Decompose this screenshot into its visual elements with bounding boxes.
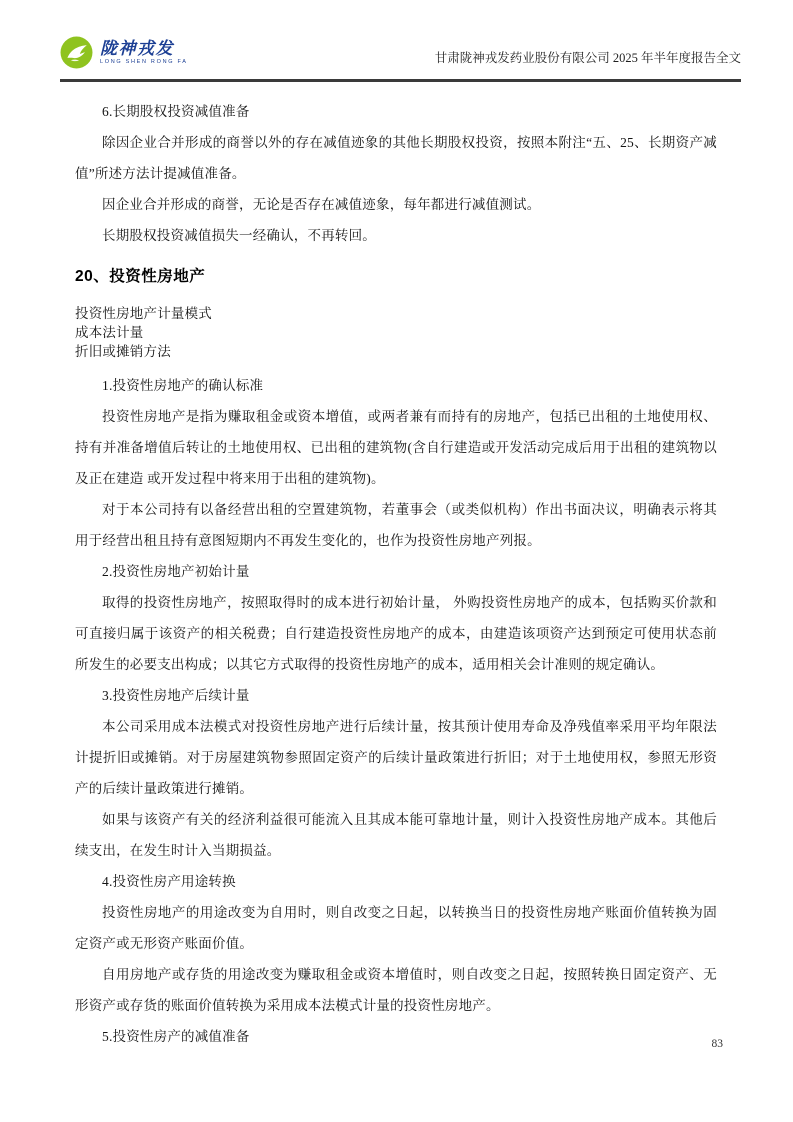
measurement-mode-line: 投资性房地产计量模式 [75,306,212,321]
paragraph: 对于本公司持有以备经营出租的空置建筑物，若董事会（或类似机构）作出书面决议，明确表示将其用于经营出租且持有意图短期内不再发生变化的，也作为投资性房地产列报。 [75,502,717,548]
logo-name-cn: 陇神戎发 [100,38,174,58]
subitem-heading: 4.投资性房产用途转换 [102,874,236,889]
logo-wordmark [100,40,188,66]
section-heading: 20、投资性房地产 [75,268,206,285]
paragraph: 自用房地产或存货的用途改变为赚取租金或资本增值时，则自改变之日起，按照转换日固定资产、无形资产或存货的账面价值转换为采用成本法模式计量的投资性房地产。 [75,967,717,1013]
paragraph: 长期股权投资减值损失一经确认，不再转回。 [102,228,376,243]
paragraph: 因企业合并形成的商誉，无论是否存在减值迹象，每年都进行减值测试。 [102,197,541,212]
subitem-heading: 3.投资性房地产后续计量 [102,688,250,703]
bird-in-circle-icon [60,36,93,69]
paragraph: 投资性房地产的用途改变为自用时，则自改变之日起，以转换当日的投资性房地产账面价值转换为固定资产或无形资产账面价值。 [75,905,717,951]
paragraph: 除因企业合并形成的商誉以外的存在减值迹象的其他长期股权投资，按照本附注“五、25、长期资产减值”所述方法计提减值准备。 [75,135,717,181]
cost-method-line: 成本法计量 [75,325,144,340]
logo-name-en: LONG SHEN RONG FA [100,59,188,66]
header-divider [60,79,741,82]
paragraph: 取得的投资性房地产，按照取得时的成本进行初始计量， 外购投资性房地产的成本，包括购买价款和可直接归属于该资产的相关税费；自行建造投资性房地产的成本，由建造该项资产达到预定可使用状态前所发生的必要支出构成；以其它方式取得的投资性房地产的成本，适用相关会计准则的规定确认。 [75,595,717,672]
company-logo [60,36,188,69]
depreciation-method-line: 折旧或摊销方法 [75,344,171,359]
page-header [60,36,741,69]
paragraph: 如果与该资产有关的经济利益很可能流入且其成本能可靠地计量，则计入投资性房地产成本。其他后续支出，在发生时计入当期损益。 [75,812,717,858]
document-title: 甘肃陇神戎发药业股份有限公司 2025 年半年度报告全文 [434,51,741,65]
subitem-heading: 5.投资性房产的减值准备 [102,1029,250,1044]
subitem-heading: 2.投资性房地产初始计量 [102,564,250,579]
subitem-heading: 6.长期股权投资减值准备 [102,104,250,119]
document-body [75,96,717,1052]
paragraph: 本公司采用成本法模式对投资性房地产进行后续计量，按其预计使用寿命及净残值率采用平均年限法计提折旧或摊销。对于房屋建筑物参照固定资产的后续计量政策进行折旧；对于土地使用权，参照无形资产的后续计量政策进行摊销。 [75,719,717,796]
subitem-heading: 1.投资性房地产的确认标准 [102,378,264,393]
page-number: 83 [711,1038,723,1050]
paragraph: 投资性房地产是指为赚取租金或资本增值，或两者兼有而持有的房地产，包括已出租的土地使用权、持有并准备增值后转让的土地使用权、已出租的建筑物(含自行建造或开发活动完成后用于出租的建筑物以及正在建造 或开发过程中将来用于出租的建筑物)。 [75,409,717,486]
